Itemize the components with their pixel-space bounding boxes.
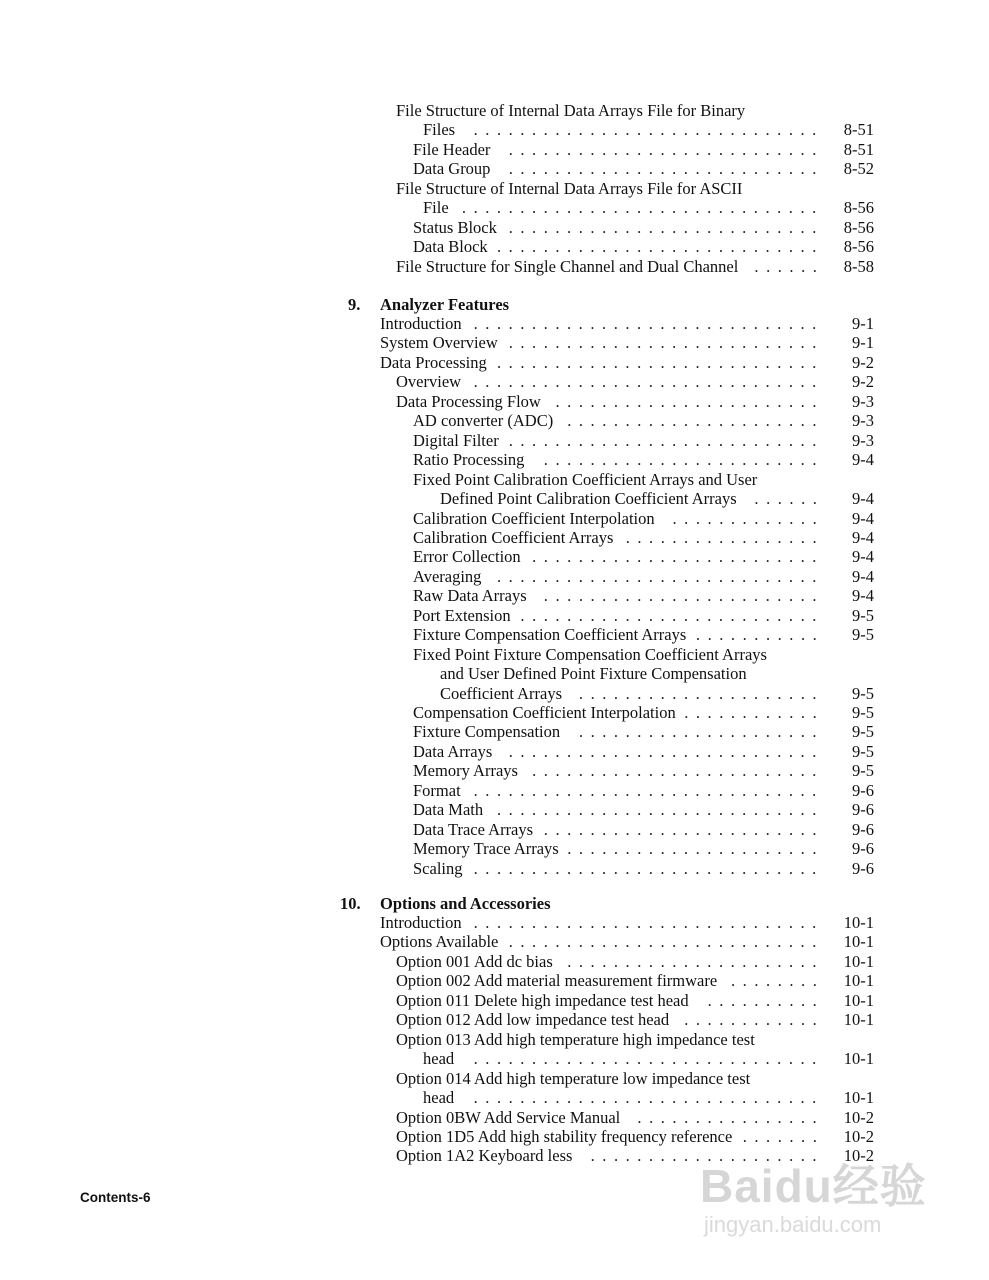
chapter-title: Options and Accessories bbox=[380, 894, 551, 913]
dot-leader: .............................. bbox=[473, 372, 824, 392]
toc-entry-page: 10-1 bbox=[843, 1010, 874, 1030]
toc-entry-title: File Structure for Single Channel and Dual Channel bbox=[396, 256, 739, 276]
toc-entry-page: 9-4 bbox=[852, 527, 874, 547]
toc-entry-page: 9-3 bbox=[852, 430, 874, 450]
toc-entry bbox=[0, 952, 989, 972]
toc-entry-title: Option 1A2 Keyboard less bbox=[396, 1146, 573, 1166]
toc-entry-page: 10-1 bbox=[843, 951, 874, 971]
toc-entry bbox=[0, 567, 989, 587]
toc-entry bbox=[0, 1030, 989, 1050]
toc-entry-title: Calibration Coefficient Arrays bbox=[413, 527, 614, 547]
watermark-url: jingyan.baidu.com bbox=[704, 1212, 882, 1237]
watermark-logo: Baidu经验 bbox=[700, 1160, 927, 1212]
dot-leader: ........................ bbox=[543, 586, 824, 606]
toc-entry-page: 9-5 bbox=[852, 722, 874, 742]
chapter-title: Analyzer Features bbox=[380, 295, 510, 314]
toc-entry-page: 8-56 bbox=[843, 198, 874, 218]
toc-entry-title: Port Extension bbox=[413, 605, 511, 625]
page-footer: Contents-6 bbox=[80, 1190, 151, 1205]
dot-leader: ........... bbox=[695, 625, 825, 645]
toc-entry-page: 10-1 bbox=[843, 932, 874, 952]
toc-entry bbox=[0, 703, 989, 723]
toc-entry-title: head bbox=[423, 1088, 455, 1108]
toc-entry bbox=[0, 392, 989, 412]
toc-entry bbox=[0, 1069, 989, 1089]
toc-entry bbox=[0, 1108, 989, 1128]
toc-entry bbox=[0, 761, 989, 781]
toc-entry bbox=[0, 140, 989, 160]
toc-entry-title: Averaging bbox=[413, 566, 482, 586]
toc-entry-page: 9-4 bbox=[852, 586, 874, 606]
toc-entry bbox=[0, 431, 989, 451]
toc-entry-page: 9-3 bbox=[852, 391, 874, 411]
toc-entry bbox=[0, 1088, 989, 1108]
dot-leader: ...................... bbox=[567, 839, 825, 859]
toc-entry-title: Option 001 Add dc bias bbox=[396, 951, 553, 971]
toc-entry-title: Introduction bbox=[380, 913, 462, 932]
dot-leader: ........................... bbox=[508, 333, 824, 353]
dot-leader: ...... bbox=[754, 489, 825, 509]
toc-entry-page: 10-2 bbox=[843, 1146, 874, 1166]
toc-entry-page: 8-56 bbox=[843, 237, 874, 257]
toc-entry bbox=[0, 353, 989, 373]
dot-leader: .............................. bbox=[473, 1049, 824, 1069]
toc-entry bbox=[0, 913, 989, 933]
toc-entry bbox=[0, 1010, 989, 1030]
toc-entry bbox=[0, 470, 989, 490]
toc-entry-title: File bbox=[423, 198, 449, 218]
toc-entry-title: Data Processing bbox=[380, 352, 487, 372]
toc-entry-title: Overview bbox=[396, 372, 462, 392]
toc-entry-title: Ratio Processing bbox=[413, 450, 525, 470]
dot-leader: .............................. bbox=[473, 858, 824, 878]
toc-entry-page: 9-1 bbox=[852, 314, 874, 333]
toc-entry-title: Fixed Point Calibration Coefficient Arrays and User bbox=[413, 469, 758, 489]
toc-entry-title: Option 012 Add low impedance test head bbox=[396, 1010, 670, 1030]
chapter-heading bbox=[0, 894, 989, 914]
toc-entry bbox=[0, 489, 989, 509]
toc-entry-page: 10-1 bbox=[843, 1049, 874, 1069]
toc-entry bbox=[0, 450, 989, 470]
dot-leader: ......................... bbox=[532, 547, 824, 567]
dot-leader: ............................ bbox=[497, 800, 824, 820]
dot-leader: ...... bbox=[754, 256, 825, 276]
toc-entry-title: Defined Point Calibration Coefficient Arrays bbox=[440, 489, 737, 509]
toc-entry-title: Data Block bbox=[413, 237, 488, 257]
toc-entry-page: 9-3 bbox=[852, 411, 874, 431]
toc-entry-title: Files bbox=[423, 120, 456, 140]
toc-entry bbox=[0, 625, 989, 645]
toc-entry-page: 9-4 bbox=[852, 566, 874, 586]
toc-entry-title: Fixture Compensation Coefficient Arrays bbox=[413, 625, 687, 645]
dot-leader: ................ bbox=[637, 1107, 825, 1127]
chapter-number: 9. bbox=[348, 295, 361, 314]
toc-entry-title: Data Arrays bbox=[413, 741, 493, 761]
toc-entry-title: Memory Trace Arrays bbox=[413, 839, 559, 859]
toc-entry-page: 9-6 bbox=[852, 780, 874, 800]
dot-leader: ............................... bbox=[461, 198, 824, 218]
toc-entry-title: File Header bbox=[413, 139, 491, 159]
toc-entry-page: 9-6 bbox=[852, 839, 874, 859]
dot-leader: .............................. bbox=[473, 913, 824, 932]
toc-entry-title: Calibration Coefficient Interpolation bbox=[413, 508, 655, 528]
toc-entry-page: 9-2 bbox=[852, 352, 874, 372]
toc-entry-title: Error Collection bbox=[413, 547, 521, 567]
toc-entry-title: Scaling bbox=[413, 858, 463, 878]
toc-entry-page: 10-2 bbox=[843, 1107, 874, 1127]
toc-entry-title: Data Processing Flow bbox=[396, 391, 541, 411]
toc-entry-title: Memory Arrays bbox=[413, 761, 518, 781]
toc-entry-title: Data Trace Arrays bbox=[413, 819, 534, 839]
dot-leader: ........ bbox=[731, 971, 825, 991]
toc-entry bbox=[0, 859, 989, 879]
toc-entry-title: Data Math bbox=[413, 800, 484, 820]
dot-leader: .......... bbox=[707, 990, 825, 1010]
toc-entry bbox=[0, 606, 989, 626]
dot-leader: ............ bbox=[684, 703, 825, 722]
toc-entry-page: 9-6 bbox=[852, 800, 874, 820]
toc-entry-title: Introduction bbox=[380, 314, 462, 333]
toc-entry bbox=[0, 781, 989, 801]
toc-entry-title: Option 002 Add material measurement firmware bbox=[396, 971, 718, 991]
dot-leader: .............................. bbox=[473, 120, 824, 140]
dot-leader: .............................. bbox=[473, 314, 824, 333]
toc-entry-page: 8-51 bbox=[843, 120, 874, 140]
toc-entry-title: Status Block bbox=[413, 217, 497, 237]
toc-entry-title: File Structure of Internal Data Arrays File for ASCII bbox=[396, 178, 743, 198]
dot-leader: ............. bbox=[672, 508, 825, 528]
toc-entry-page: 9-5 bbox=[852, 605, 874, 625]
toc-entry bbox=[0, 800, 989, 820]
dot-leader: .......................... bbox=[520, 605, 824, 625]
dot-leader: ..................... bbox=[578, 722, 825, 742]
toc-entry bbox=[0, 257, 989, 277]
toc-entry bbox=[0, 547, 989, 567]
dot-leader: ...................... bbox=[567, 951, 825, 971]
toc-entry bbox=[0, 528, 989, 548]
toc-entry-title: and User Defined Point Fixture Compensation bbox=[440, 664, 747, 684]
toc-entry-page: 9-5 bbox=[852, 625, 874, 645]
dot-leader: ............................ bbox=[497, 237, 824, 257]
toc-entry-page: 9-6 bbox=[852, 858, 874, 878]
toc-entry-title: Raw Data Arrays bbox=[413, 586, 527, 606]
dot-leader: ............................ bbox=[497, 566, 824, 586]
toc-entry-title: head bbox=[423, 1049, 455, 1069]
toc-entry-page: 9-4 bbox=[852, 489, 874, 509]
toc-entry bbox=[0, 1049, 989, 1069]
dot-leader: ....... bbox=[742, 1126, 825, 1146]
toc-entry-title: Format bbox=[413, 780, 461, 800]
toc-entry-page: 8-56 bbox=[843, 217, 874, 237]
toc-entry-page: 8-58 bbox=[843, 256, 874, 276]
toc-entry-page: 10-2 bbox=[843, 1126, 874, 1146]
toc-entry-title: AD converter (ADC) bbox=[413, 411, 554, 431]
toc-entry-page: 8-51 bbox=[843, 139, 874, 159]
toc-entry bbox=[0, 820, 989, 840]
toc-entry-page: 9-1 bbox=[852, 333, 874, 353]
toc-entry-page: 10-1 bbox=[843, 913, 874, 932]
dot-leader: ...................... bbox=[567, 411, 825, 431]
toc-entry-page: 9-5 bbox=[852, 761, 874, 781]
toc-entry bbox=[0, 198, 989, 218]
toc-entry-title: Fixture Compensation bbox=[413, 722, 561, 742]
toc-entry bbox=[0, 722, 989, 742]
toc-entry bbox=[0, 971, 989, 991]
toc-entry bbox=[0, 586, 989, 606]
chapter-number: 10. bbox=[340, 894, 361, 913]
dot-leader: ........................... bbox=[508, 932, 824, 952]
toc-entry-title: Option 1D5 Add high stability frequency reference bbox=[396, 1126, 733, 1146]
toc-entry-title: Options Available bbox=[380, 932, 499, 952]
toc-entry-page: 10-1 bbox=[843, 990, 874, 1010]
toc-entry-title: System Overview bbox=[380, 333, 498, 353]
toc-entry bbox=[0, 333, 989, 353]
toc-entry-page: 9-5 bbox=[852, 703, 874, 722]
dot-leader: ............................ bbox=[497, 352, 824, 372]
toc-entry bbox=[0, 991, 989, 1011]
dot-leader: ........................... bbox=[508, 217, 824, 237]
toc-entry-page: 9-5 bbox=[852, 683, 874, 703]
toc-entry bbox=[0, 159, 989, 179]
toc-entry bbox=[0, 120, 989, 140]
toc-entry bbox=[0, 314, 989, 334]
toc-entry-title: Option 0BW Add Service Manual bbox=[396, 1107, 621, 1127]
dot-leader: ........................... bbox=[508, 159, 824, 179]
dot-leader: ........................... bbox=[508, 741, 824, 761]
toc-entry-page: 9-2 bbox=[852, 372, 874, 392]
toc-entry bbox=[0, 372, 989, 392]
toc-entry-page: 9-6 bbox=[852, 819, 874, 839]
dot-leader: ............ bbox=[684, 1010, 825, 1030]
toc-entry-page: 9-4 bbox=[852, 450, 874, 470]
toc-entry bbox=[0, 664, 989, 684]
toc-entry bbox=[0, 509, 989, 529]
toc-entry bbox=[0, 218, 989, 238]
toc-entry bbox=[0, 411, 989, 431]
dot-leader: ....................... bbox=[555, 391, 825, 411]
toc-entry bbox=[0, 839, 989, 859]
dot-leader: ........................ bbox=[543, 819, 824, 839]
toc-entry-title: Option 013 Add high temperature high impedance test bbox=[396, 1029, 755, 1049]
dot-leader: .............................. bbox=[473, 780, 824, 800]
toc-entry-title: Compensation Coefficient Interpolation bbox=[413, 703, 676, 722]
toc-entry bbox=[0, 237, 989, 257]
toc-entry-title: File Structure of Internal Data Arrays File for Binary bbox=[396, 101, 746, 120]
toc-entry bbox=[0, 1146, 989, 1166]
toc-entry bbox=[0, 742, 989, 762]
toc-entry-page: 9-4 bbox=[852, 547, 874, 567]
toc-entry bbox=[0, 179, 989, 199]
toc-entry-title: Option 011 Delete high impedance test head bbox=[396, 990, 689, 1010]
dot-leader: ..................... bbox=[578, 683, 825, 703]
toc-entry bbox=[0, 645, 989, 665]
toc-entry-title: Data Group bbox=[413, 159, 491, 179]
dot-leader: ......................... bbox=[532, 761, 824, 781]
toc-entry-title: Fixed Point Fixture Compensation Coefficient Arrays bbox=[413, 644, 767, 664]
toc-entry-title: Digital Filter bbox=[413, 430, 499, 450]
dot-leader: .................... bbox=[590, 1146, 825, 1166]
toc-entry-title: Option 014 Add high temperature low impedance test bbox=[396, 1068, 751, 1088]
toc-entry-page: 10-1 bbox=[843, 1088, 874, 1108]
toc-entry bbox=[0, 1127, 989, 1147]
toc-entry-page: 9-4 bbox=[852, 508, 874, 528]
toc-entry-title: Coefficient Arrays bbox=[440, 683, 563, 703]
toc-entry-page: 10-1 bbox=[843, 971, 874, 991]
dot-leader: ................. bbox=[625, 527, 825, 547]
toc-entry bbox=[0, 684, 989, 704]
toc-entry-page: 8-52 bbox=[843, 159, 874, 179]
dot-leader: .............................. bbox=[473, 1088, 824, 1108]
dot-leader: ........................... bbox=[508, 139, 824, 159]
toc-entry bbox=[0, 101, 989, 121]
toc-entry bbox=[0, 932, 989, 952]
toc-entry-page: 9-5 bbox=[852, 741, 874, 761]
dot-leader: ........................... bbox=[508, 430, 824, 450]
dot-leader: ........................ bbox=[543, 450, 824, 470]
chapter-heading bbox=[0, 295, 989, 315]
